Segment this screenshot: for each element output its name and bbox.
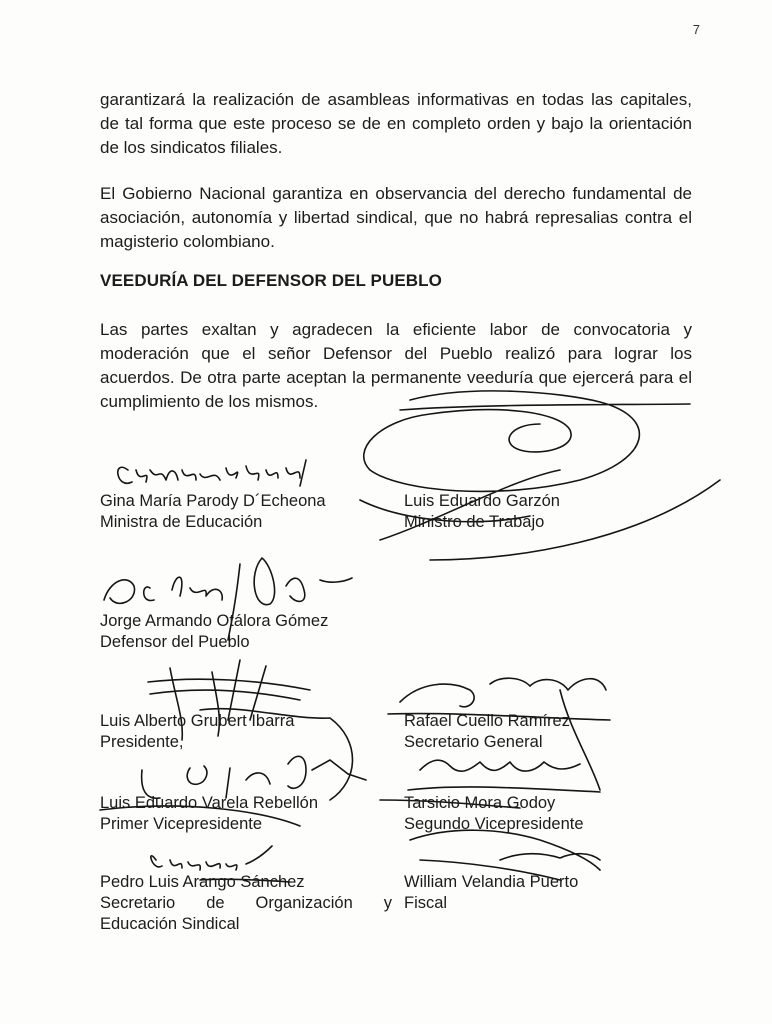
signatory-tarsicio-mora bbox=[404, 793, 584, 835]
signatory-rafael-cuello bbox=[404, 711, 570, 753]
signatory-role: Primer Vicepresidente bbox=[100, 815, 263, 833]
signatory-name: Luis Alberto Grubert Ibarra bbox=[100, 712, 295, 730]
signatory-role: Secretario de Organización y Educación Sindical bbox=[100, 894, 392, 933]
signatory-william-velandia bbox=[404, 872, 578, 914]
signatory-name: Rafael Cuello Ramírez bbox=[404, 712, 570, 730]
signatory-role: Secretario General bbox=[404, 733, 543, 751]
signatory-role: Defensor del Pueblo bbox=[100, 633, 250, 651]
paragraph-ombudsman: Las partes exaltan y agradecen la eficiente labor de convocatoria y moderación que el señor Defensor del Pueblo realizó para lograr los acuerdos. De otra parte aceptan la permanente veeduría que ejercerá para el cumplimiento de los mismos. bbox=[100, 320, 692, 411]
signatory-name: Luis Eduardo Garzón bbox=[404, 492, 560, 510]
paragraph-assemblies: garantizará la realización de asambleas informativas en todas las capitales, de tal forma que este proceso se de en completo orden y bajo la orientación de los sindicatos filiales. bbox=[100, 90, 692, 157]
signatory-pedro-arango bbox=[100, 872, 392, 935]
signatory-name: William Velandia Puerto bbox=[404, 873, 579, 891]
signatory-role: Presidente, bbox=[100, 733, 184, 751]
section-heading: VEEDURÍA DEL DEFENSOR DEL PUEBLO bbox=[100, 271, 442, 290]
signatory-role: Segundo Vicepresidente bbox=[404, 815, 584, 833]
signatory-luis-grubert bbox=[100, 711, 294, 753]
signatory-name: Jorge Armando Otálora Gómez bbox=[100, 612, 329, 630]
page-number: 7 bbox=[692, 22, 700, 37]
signatory-role: Fiscal bbox=[404, 894, 448, 912]
signatory-name: Pedro Luis Arango Sánchez bbox=[100, 873, 305, 891]
signatory-name: Luis Eduardo Varela Rebellón bbox=[100, 794, 319, 812]
signatory-luis-garzon bbox=[404, 491, 560, 533]
signatory-gina-parody bbox=[100, 491, 326, 533]
signatory-name: Gina María Parody D´Echeona bbox=[100, 492, 326, 510]
signature-garzon bbox=[360, 391, 720, 560]
signatory-role: Ministra de Educación bbox=[100, 513, 263, 531]
signatory-role: Ministro de Trabajo bbox=[404, 513, 545, 531]
signatory-jorge-otalora bbox=[100, 611, 328, 653]
signatory-name: Tarsicio Mora Godoy bbox=[404, 794, 556, 812]
signatory-luis-varela bbox=[100, 793, 318, 835]
signature-gina bbox=[118, 460, 306, 486]
paragraph-government-guarantee: El Gobierno Nacional garantiza en observancia del derecho fundamental de asociación, autonomía y libertad sindical, que no habrá represalias contra el magisterio colombiano. bbox=[100, 184, 692, 251]
